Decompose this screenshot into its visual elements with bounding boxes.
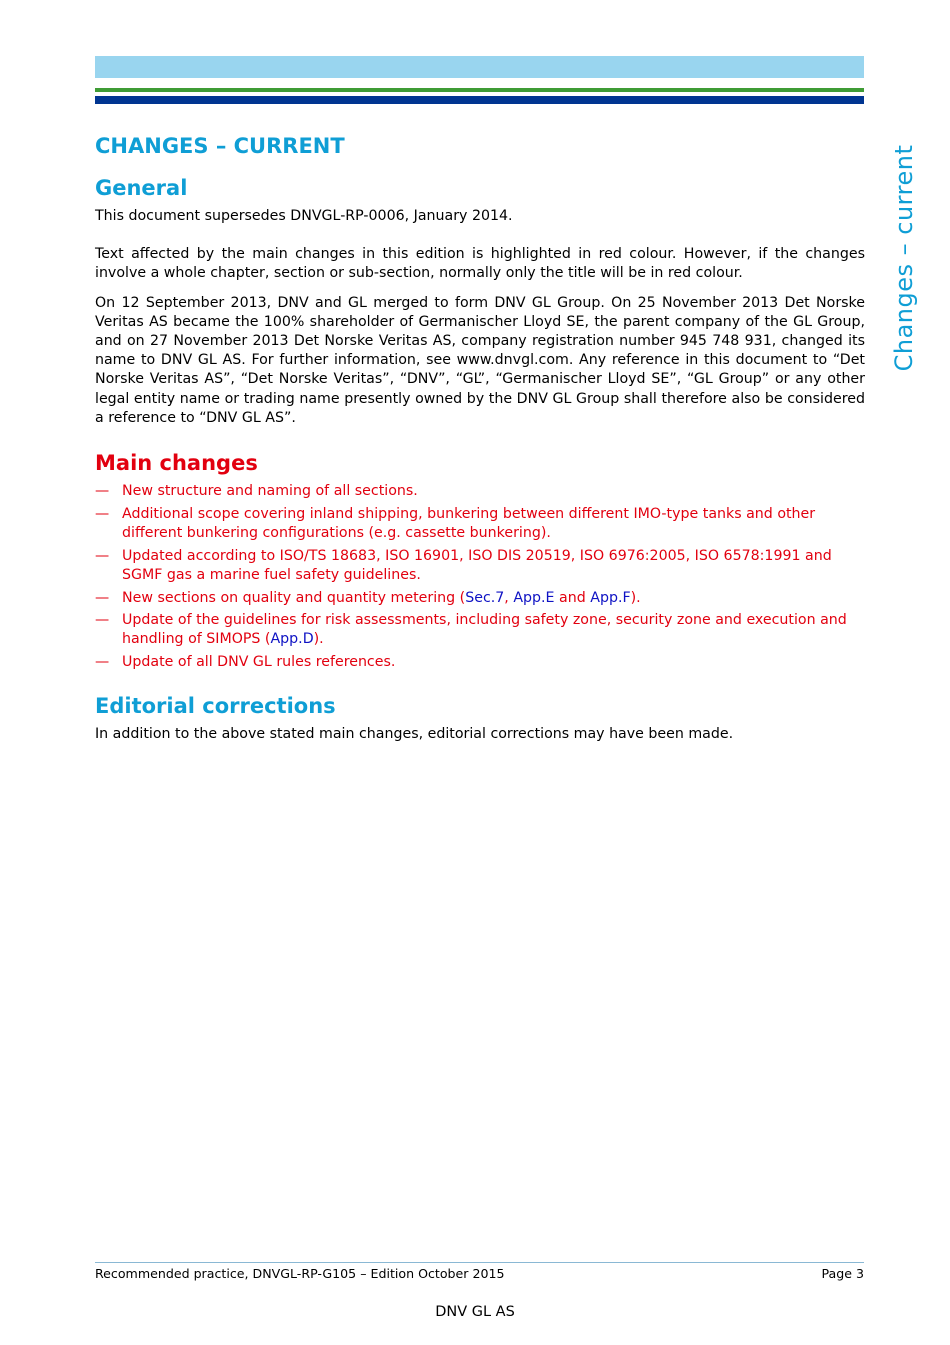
side-section-title: Changes – current <box>890 144 918 372</box>
general-heading: General <box>95 176 188 200</box>
change-text: Updated according to ISO/TS 18683, ISO 16901, ISO DIS 20519, ISO 6976:2005, ISO 6578:1991 and SGMF gas a marine fuel safety guidelines. <box>122 547 832 583</box>
dash-bullet: — <box>95 547 110 564</box>
dash-bullet: — <box>95 612 110 629</box>
change-text-end: ). <box>630 589 641 606</box>
change-text: New sections on quality and quantity metering ( <box>122 589 466 606</box>
link-app-f[interactable]: App.F <box>590 589 631 606</box>
list-item <box>95 611 865 649</box>
list-item <box>95 547 865 585</box>
list-item <box>95 653 865 672</box>
general-paragraph-3: On 12 September 2013, DNV and GL merged to form DNV GL Group. On 25 November 2013 Det Norske Veritas AS became the 100% shareholder of Germanischer Lloyd SE, the parent company of the GL Group, and on 27 November 2013 Det Norske Veritas AS, company registration number 945 748 931, changed its name to DNV GL AS. For further information, see www.dnvgl.com. Any reference in this document to “Det Norske Veritas AS”, “Det Norske Veritas”, “DNV”, “GL”, “Germanischer Lloyd SE”, “GL Group” or any other legal entity name or trading name presently owned by the DNV GL Group shall therefore also be considered a reference to “DNV GL AS”. <box>95 294 865 426</box>
change-text-end: ). <box>313 631 324 648</box>
separator: and <box>554 589 591 606</box>
dash-bullet: — <box>95 589 110 606</box>
change-text: Update of the guidelines for risk assessments, including safety zone, security zone and execution and handling of SIMOPS ( <box>122 612 847 648</box>
header-bar-light <box>95 56 864 78</box>
link-sec-7[interactable]: Sec.7 <box>465 589 505 606</box>
dash-bullet: — <box>95 483 110 500</box>
main-changes-heading: Main changes <box>95 451 258 476</box>
main-changes-list <box>95 482 865 672</box>
page-title: CHANGES – CURRENT <box>95 134 345 158</box>
general-paragraph-1: This document supersedes DNVGL-RP-0006, January 2014. <box>95 208 513 224</box>
footer-page-number: Page 3 <box>821 1266 864 1281</box>
change-text: Additional scope covering inland shipping, bunkering between different IMO-type tanks and other different bunkering configurations (e.g. cassette bunkering). <box>122 505 816 541</box>
separator: , <box>504 589 514 606</box>
list-item <box>95 589 865 608</box>
dash-bullet: — <box>95 505 110 522</box>
list-item <box>95 505 865 543</box>
list-item <box>95 482 865 501</box>
link-app-e[interactable]: App.E <box>513 589 555 606</box>
company-name: DNV GL AS <box>435 1304 515 1320</box>
change-text: New structure and naming of all sections. <box>122 483 418 500</box>
editorial-heading: Editorial corrections <box>95 694 336 719</box>
link-app-d[interactable]: App.D <box>270 631 314 648</box>
dash-bullet: — <box>95 654 110 671</box>
editorial-paragraph: In addition to the above stated main changes, editorial corrections may have been made. <box>95 726 734 743</box>
footer-divider <box>95 1262 864 1263</box>
header-bar-green <box>95 88 864 92</box>
page-content <box>95 132 865 745</box>
header-bar-blue <box>95 96 864 104</box>
footer-document-info: Recommended practice, DNVGL-RP-G105 – Edition October 2015 <box>95 1266 505 1281</box>
general-paragraph-2: Text affected by the main changes in this edition is highlighted in red colour. However, if the changes involve a whole chapter, section or sub-section, normally only the title will be in red colour. <box>95 246 865 282</box>
change-text: Update of all DNV GL rules references. <box>122 654 396 671</box>
